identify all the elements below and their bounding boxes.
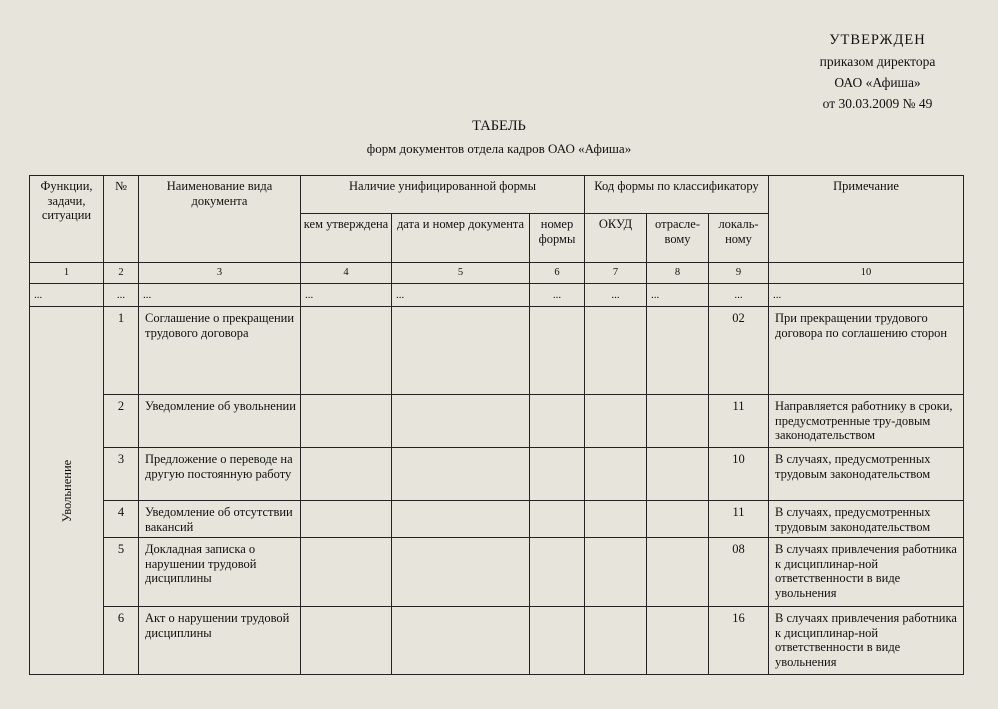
header-unified: Наличие унифицированной формы (301, 176, 585, 214)
header-doc-name: Наименование вида документа (139, 176, 301, 263)
header-local: локаль-ному (709, 214, 769, 263)
row-number: 1 (104, 307, 139, 395)
row-local-code: 11 (709, 501, 769, 538)
column-number: 9 (709, 263, 769, 284)
row-local-code: 02 (709, 307, 769, 395)
approval-stamp (760, 30, 995, 114)
row-note: В случаях, предусмотренных трудовым законодательством (769, 501, 964, 538)
row-number: 3 (104, 448, 139, 501)
column-number: 4 (301, 263, 392, 284)
header-code: Код формы по классификатору (585, 176, 769, 214)
row-doc-name: Уведомление об отсутствии вакансий (139, 501, 301, 538)
ellipsis-row (30, 284, 964, 307)
row-doc-name: Акт о нарушении трудовой дисциплины (139, 607, 301, 675)
header-note: Примечание (769, 176, 964, 263)
row-note: При прекращении трудового договора по соглашению сторон (769, 307, 964, 395)
ellipsis-cell: ... (392, 284, 530, 307)
row-number: 2 (104, 395, 139, 448)
row-doc-name: Докладная записка о нарушении трудовой дисциплины (139, 538, 301, 607)
ellipsis-cell: ... (30, 284, 104, 307)
ellipsis-cell: ... (104, 284, 139, 307)
header-approved-by: кем утверждена (301, 214, 392, 263)
column-number: 10 (769, 263, 964, 284)
row-number: 6 (104, 607, 139, 675)
column-number: 6 (530, 263, 585, 284)
row-doc-name: Уведомление об увольнении (139, 395, 301, 448)
ellipsis-cell: ... (301, 284, 392, 307)
document-subtitle: форм документов отдела кадров ОАО «Афиша» (366, 141, 632, 156)
table-row (30, 538, 964, 607)
column-number: 7 (585, 263, 647, 284)
header-okud: ОКУД (585, 214, 647, 263)
header-num: № (104, 176, 139, 263)
table-row (30, 395, 964, 448)
column-numbers-row (30, 263, 964, 284)
header-form-number: номер формы (530, 214, 585, 263)
column-number: 1 (30, 263, 104, 284)
row-local-code: 08 (709, 538, 769, 607)
ellipsis-cell: ... (585, 284, 647, 307)
row-note: В случаях привлечения работника к дисциплинар-ной ответственности в виде увольнения (769, 538, 964, 607)
ellipsis-cell: ... (530, 284, 585, 307)
ellipsis-cell: ... (709, 284, 769, 307)
row-note: В случаях привлечения работника к дисциплинар-ной ответственности в виде увольнения (769, 607, 964, 675)
header-branch: отрасле-вому (647, 214, 709, 263)
approval-line-1: приказом директора (819, 54, 936, 69)
column-number: 8 (647, 263, 709, 284)
row-doc-name: Соглашение о прекращении трудового договора (139, 307, 301, 395)
column-number: 5 (392, 263, 530, 284)
table-row (30, 307, 964, 395)
approval-line-2: ОАО «Афиша» (834, 75, 921, 90)
row-number: 5 (104, 538, 139, 607)
row-local-code: 16 (709, 607, 769, 675)
table-row (30, 501, 964, 538)
section-cell (30, 307, 104, 675)
approval-heading: УТВЕРЖДЕН (829, 32, 926, 48)
column-number: 3 (139, 263, 301, 284)
column-number: 2 (104, 263, 139, 284)
header-row-1 (30, 176, 964, 214)
document-title: ТАБЕЛЬ (472, 118, 526, 134)
table-row (30, 448, 964, 501)
header-date-number: дата и номер документа (392, 214, 530, 263)
row-number: 4 (104, 501, 139, 538)
row-doc-name: Предложение о переводе на другую постоянную работу (139, 448, 301, 501)
ellipsis-cell: ... (769, 284, 964, 307)
ellipsis-cell: ... (647, 284, 709, 307)
forms-table (29, 175, 964, 675)
ellipsis-cell: ... (139, 284, 301, 307)
row-note: В случаях, предусмотренных трудовым законодательством (769, 448, 964, 501)
table-row (30, 607, 964, 675)
section-label: Увольнение (59, 459, 74, 522)
approval-line-3: от 30.03.2009 № 49 (822, 96, 933, 111)
row-note: Направляется работнику в сроки, предусмотренные тру-довым законодательством (769, 395, 964, 448)
row-local-code: 11 (709, 395, 769, 448)
header-functions: Функции, задачи, ситуации (30, 176, 104, 263)
row-local-code: 10 (709, 448, 769, 501)
